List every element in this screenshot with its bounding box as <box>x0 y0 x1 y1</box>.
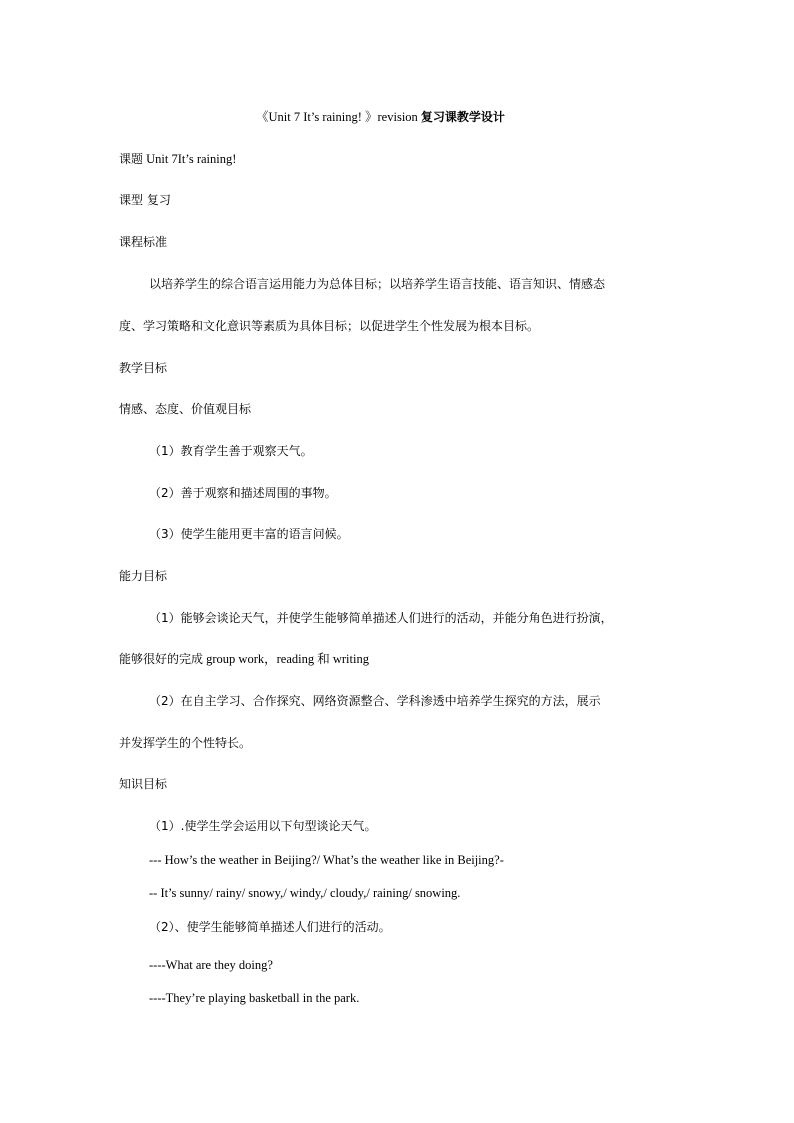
lesson-topic-value: Unit 7It’s raining! <box>143 152 237 166</box>
lesson-topic <box>119 151 236 167</box>
course-standard-line-2: 度、学习策略和文化意识等素质为具体目标；以促进学生个性发展为根本目标。 <box>119 319 540 333</box>
heading-knowledge-goals: 知识目标 <box>119 777 168 791</box>
title-chinese: 复习课教学设计 <box>420 110 505 124</box>
ability-item-1-line-2-en: group work，reading 和 writing <box>203 652 369 666</box>
emotion-item-3: （3）使学生能用更丰富的语言问候。 <box>149 527 349 541</box>
example-sentence-1: --- How’s the weather in Beijing?/ What’s the weather like in Beijing?- <box>149 853 504 867</box>
knowledge-item-2: （2）、使学生能够简单描述人们进行的活动。 <box>149 920 391 934</box>
document-title <box>256 109 505 125</box>
heading-course-standard: 课程标准 <box>119 235 168 249</box>
ability-item-2-line-2: 并发挥学生的个性特长。 <box>119 736 252 750</box>
emotion-item-1: （1）教育学生善于观察天气。 <box>149 444 313 458</box>
ability-item-1-line-2-cn: 能够很好的完成 <box>119 652 204 666</box>
example-sentence-4: ----They’re playing basketball in the park. <box>149 991 360 1005</box>
ability-item-1-line-1: （1）能够会谈论天气，并使学生能够简单描述人们进行的活动，并能分角色进行扮演， <box>149 611 613 625</box>
title-latin: 《Unit 7 It’s raining! 》revision <box>256 110 421 124</box>
ability-item-1-line-2 <box>119 651 369 667</box>
example-sentence-2: -- It’s sunny/ rainy/ snowy,/ windy,/ cloudy,/ raining/ snowing. <box>149 886 461 900</box>
heading-emotion-goals: 情感、态度、价值观目标 <box>119 402 252 416</box>
course-standard-line-1: 以培养学生的综合语言运用能力为总体目标；以培养学生语言技能、语言知识、情感态 <box>149 277 606 291</box>
heading-teaching-goals: 教学目标 <box>119 361 168 375</box>
ability-item-2-line-1: （2）在自主学习、合作探究、网络资源整合、学科渗透中培养学生探究的方法，展示 <box>149 694 601 708</box>
example-sentence-3: ----What are they doing? <box>149 958 273 972</box>
emotion-item-2: （2）善于观察和描述周围的事物。 <box>149 486 337 500</box>
heading-ability-goals: 能力目标 <box>119 569 168 583</box>
lesson-type: 课型 复习 <box>119 193 171 207</box>
knowledge-item-1: （1）.使学生学会运用以下句型谈论天气。 <box>149 819 377 833</box>
lesson-topic-label: 课题 <box>119 152 144 166</box>
